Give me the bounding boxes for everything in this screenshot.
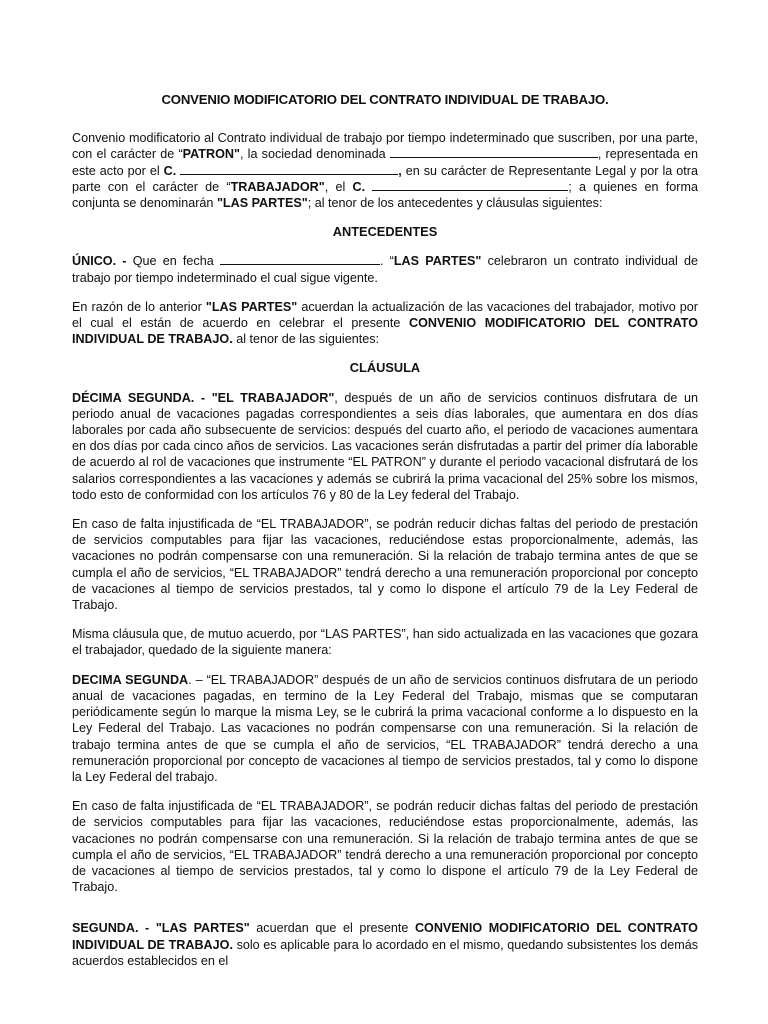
segunda-text: acuerdan que el presente	[249, 921, 415, 936]
intro-text: en su carácter de Representante Legal y por la otra parte con el carácter de “	[72, 163, 699, 194]
document-title: CONVENIO MODIFICATORIO DEL CONTRATO INDIVIDUAL DE TRABAJO.	[161, 92, 609, 107]
patron-term: PATRON"	[182, 147, 240, 162]
intro-text: , la sociedad denominada	[239, 147, 390, 162]
company-name-blank	[390, 146, 598, 158]
legal-rep-blank	[180, 163, 398, 175]
unico-paragraph	[72, 253, 698, 285]
razon-text: En razón de lo anterior	[72, 299, 206, 314]
intro-text: , el	[324, 179, 353, 194]
convenio-term: CONVENIO MODIFICATORIO DEL CONTRATO INDIVIDUAL DE TRABAJO.	[72, 921, 698, 952]
clausula-heading: CLÁUSULA	[349, 360, 421, 376]
misma-clausula-paragraph: Misma cláusula que, de mutuo acuerdo, por “LAS PARTES”, han sido actualizada en las vacaciones que gozara el trabajador, quedado de la siguiente manera:	[72, 627, 698, 658]
razon-text: acuerdan la actualización de las vacaciones del trabajador, motivo por el cual el están de acuerdo en celebrar el presente	[72, 299, 698, 331]
c-label-comma: ,	[398, 163, 402, 178]
decima-segunda-updated-text: . – “EL TRABAJADOR” después de un año de servicios continuos disfrutara de un periodo anual de vacaciones pagadas, en termino de la Ley Federal del Trabajo, mismas que se computaran periódicamente según lo marque la misma Ley, se le cubrirá la prima vacacional conforme a lo dispuesto en la Ley Federal del Trabajo. Las vacaciones no podrán compensarse con una remuneración. Si la relación de trabajo termina antes de que se cumpla el año de servicios, “EL TRABAJADOR” tendrá derecho a una remuneración proporcional por concepto de vacaciones al tiempo de servicios prestados, tal y como lo dispone la Ley Federal del trabajo.	[72, 672, 699, 784]
decima-segunda-updated-label: DECIMA SEGUNDA	[72, 672, 189, 687]
razon-paragraph	[72, 299, 698, 348]
decima-segunda-updated-paragraph	[72, 672, 698, 785]
intro-paragraph	[72, 130, 698, 211]
decima-segunda-text: , después de un año de servicios continuos disfrutara de un periodo anual de vacaciones pagadas correspondientes a seis días laborales, que aumentara en dos días laborales por cada año subsecuente de servicios: después del cuarto año, el periodo de vacaciones aumentara en dos días por cada cinco años de servicios. Las vacaciones serán disfrutadas a partir del primer día laborable de acuerdo al rol de vacaciones que instrumente “EL PATRON” y durante el periodo vacacional disfrutará de los salarios correspondientes a las vacaciones y además se cubrirá la prima vacacional del 25% sobre los mismos, todo esto de conformidad con los artículos 76 y 80 de la Ley federal del Trabajo.	[72, 390, 698, 502]
intro-text: Convenio modificatorio al Contrato individual de trabajo por tiempo indeterminado que suscriben, por una parte, con el carácter de “	[72, 131, 698, 162]
unico-label: ÚNICO. -	[72, 254, 127, 269]
trabajador-term: TRABAJADOR"	[230, 179, 325, 194]
partes-term: "LAS PARTES"	[205, 299, 298, 314]
antecedentes-heading: ANTECEDENTES	[332, 224, 438, 240]
unico-text: Que en fecha	[126, 254, 220, 269]
razon-text: al tenor de las siguientes:	[232, 332, 380, 347]
segunda-paragraph	[72, 920, 698, 969]
intro-text: ; al tenor de los antecedentes y cláusulas siguientes:	[307, 196, 603, 211]
partes-term: "LAS PARTES"	[216, 196, 308, 211]
falta-updated-paragraph: En caso de falta injustificada de “EL TRABAJADOR”, se podrán reducir dichas faltas del periodo de prestación de servicios computables para fijar las vacaciones, reduciéndose estas proporcionalmente, además, las vacaciones no podrán compensarse con una remuneración. Si la relación de trabajo termina antes de que se cumpla el año de servicios, “EL TRABAJADOR” tendrá derecho a una remuneración proporcional por concepto de vacaciones al tiempo de servicios prestados, tal y como lo dispone el artículo 79 de la Ley Federal de Trabajo.	[72, 799, 698, 895]
decima-segunda-paragraph	[72, 390, 698, 503]
segunda-label: SEGUNDA. - "LAS PARTES"	[72, 921, 250, 936]
falta-paragraph: En caso de falta injustificada de “EL TRABAJADOR”, se podrán reducir dichas faltas del periodo de prestación de servicios computables para fijar las vacaciones, reduciéndose estas proporcionalmente, además, las vacaciones no podrán compensarse con una remuneración. Si la relación de trabajo termina antes de que se cumpla el año de servicios, “EL TRABAJADOR” tendrá derecho a una remuneración proporcional por concepto de vacaciones al tiempo de servicios prestados, tal y como lo dispone el artículo 79 de la Ley Federal de Trabajo.	[72, 517, 698, 613]
date-blank	[220, 253, 380, 265]
unico-text: celebraron un contrato individual de trabajo por tiempo indeterminado el cual sigue vigente.	[72, 254, 698, 285]
unico-text: . “	[379, 254, 394, 269]
intro-text: , representada en este acto por el	[72, 147, 698, 178]
document-page	[72, 92, 698, 969]
segunda-text: solo es aplicable para lo acordado en el mismo, quedando subsistentes los demás acuerdos establecidos en el	[72, 937, 698, 968]
worker-name-blank	[372, 179, 568, 191]
convenio-term: CONVENIO MODIFICATORIO DEL CONTRATO INDIVIDUAL DE TRABAJO.	[72, 316, 698, 347]
partes-term: LAS PARTES"	[393, 254, 482, 269]
intro-text: ; a quienes en forma conjunta se denominarán	[72, 179, 698, 211]
decima-segunda-label: DÉCIMA SEGUNDA. - "EL TRABAJADOR"	[72, 390, 335, 405]
c-label: C.	[352, 179, 366, 194]
c-label: C.	[163, 163, 177, 178]
